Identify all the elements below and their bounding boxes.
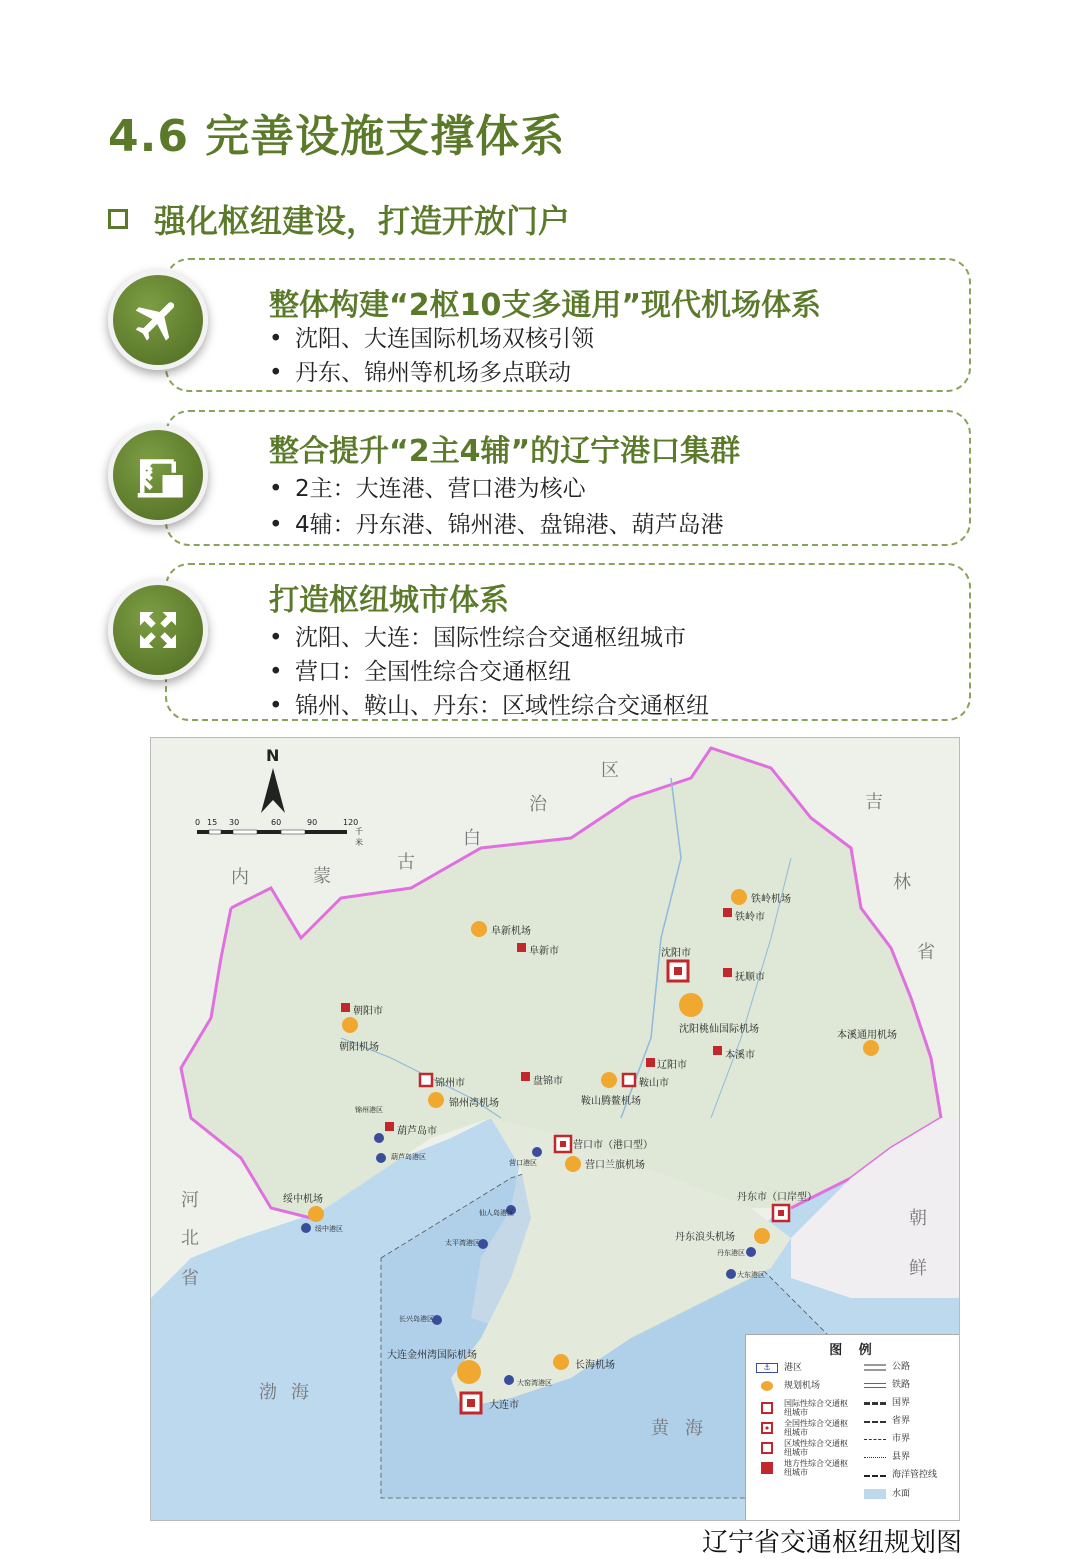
airport-label: 阜新机场 xyxy=(491,926,531,937)
airport-label: 绥中机场 xyxy=(283,1194,323,1205)
bullet-text: 沈阳、大连：国际性综合交通枢纽城市 xyxy=(295,625,686,651)
legend-text: 国际性综合交通枢纽城市 xyxy=(784,1399,848,1417)
legend-item xyxy=(864,1399,910,1408)
port-dadong xyxy=(726,1269,736,1279)
city-tieling xyxy=(723,908,732,917)
card-heading: 整体构建“2枢10支多通用”现代机场体系 xyxy=(269,288,822,323)
bullet-text: 营口：全国性综合交通枢纽 xyxy=(295,659,571,685)
legend-text: 省界 xyxy=(892,1416,911,1426)
card-bullet: • 丹东、锦州等机场多点联动 xyxy=(269,360,571,386)
region-label: 内 xyxy=(231,867,249,888)
legend-item xyxy=(864,1489,910,1499)
hub-dandong xyxy=(773,1205,789,1221)
legend-text: 规划机场 xyxy=(784,1380,821,1391)
region-label: 海 xyxy=(291,1382,309,1403)
city-panjin xyxy=(521,1072,530,1081)
province-boundary-icon xyxy=(864,1421,886,1423)
airport-label: 大连金州湾国际机场 xyxy=(387,1350,477,1361)
region-label: 省 xyxy=(917,942,935,963)
port-label: 绥中港区 xyxy=(315,1225,343,1233)
city-liaoyang xyxy=(646,1058,655,1067)
bullet-text: 4辅：丹东港、锦州港、盘锦港、葫芦岛港 xyxy=(295,512,724,538)
city-benxi xyxy=(713,1046,722,1055)
scale-tick: 30 xyxy=(229,818,240,827)
card-heading: 打造枢纽城市体系 xyxy=(269,583,509,618)
north-arrow-icon xyxy=(261,768,285,813)
region-label: 林 xyxy=(893,872,911,893)
city-label: 盘锦市 xyxy=(533,1076,563,1087)
port-label: 营口港区 xyxy=(509,1159,537,1167)
card-bullet: • 营口：全国性综合交通枢纽 xyxy=(269,659,571,685)
hub-anshan xyxy=(623,1074,635,1086)
city-label: 阜新市 xyxy=(529,946,559,957)
legend-text: 全国性综合交通枢纽城市 xyxy=(784,1419,848,1437)
airport-dandong xyxy=(754,1228,770,1244)
scale-tick: 60 xyxy=(271,818,282,827)
region-label: 黄 xyxy=(651,1418,669,1439)
legend-text: 国界 xyxy=(892,1398,911,1408)
legend-title: 图 例 xyxy=(829,1343,878,1358)
transport-hub-map xyxy=(150,737,960,1521)
port-label: 大窑湾港区 xyxy=(517,1379,552,1387)
card-bullet: • 沈阳、大连国际机场双核引领 xyxy=(269,326,594,352)
compass-label: N xyxy=(266,746,280,765)
airport-changhai xyxy=(553,1354,569,1370)
legend-text: 县界 xyxy=(892,1452,911,1462)
hub-jinzhou-marker xyxy=(420,1074,432,1086)
railway-line-icon xyxy=(864,1383,886,1388)
airport-label: 鞍山腾鳌机场 xyxy=(581,1096,641,1107)
region-label: 治 xyxy=(529,794,547,815)
map-legend xyxy=(745,1334,960,1521)
scale-tick: 120 xyxy=(343,818,359,827)
airport-label: 朝阳机场 xyxy=(339,1042,379,1053)
port-yingkou xyxy=(532,1147,542,1157)
airport-chaoyang xyxy=(342,1017,358,1033)
region-label: 区 xyxy=(601,760,619,781)
hub-dalian xyxy=(461,1393,481,1413)
legend-text: 区域性综合交通枢纽城市 xyxy=(784,1439,848,1457)
scale-unit: 千米 xyxy=(355,827,363,847)
region-label: 省 xyxy=(181,1268,199,1289)
region-label: 白 xyxy=(463,828,481,849)
bullet-text: 锦州、鞍山、丹东：区域性综合交通枢纽 xyxy=(295,693,709,719)
legend-item xyxy=(756,1399,850,1417)
legend-item xyxy=(864,1363,910,1372)
port-dayaowan xyxy=(504,1375,514,1385)
region-label: 朝 xyxy=(909,1208,927,1229)
national-hub-icon xyxy=(761,1422,773,1434)
port-label: 长兴岛港区 xyxy=(399,1315,434,1323)
hub-shenyang xyxy=(668,961,688,981)
port-label: 锦州港区 xyxy=(355,1106,383,1114)
anchor-icon: ⚓ xyxy=(756,1363,778,1373)
legend-text: 地方性综合交通枢纽城市 xyxy=(784,1459,848,1477)
port-label: 太平湾港区 xyxy=(445,1239,480,1247)
legend-item xyxy=(756,1419,850,1437)
airplane-icon xyxy=(108,270,208,370)
airport-yingkou xyxy=(565,1156,581,1172)
region-label: 蒙 xyxy=(313,866,331,887)
legend-item xyxy=(864,1471,937,1480)
card-bullet: • 2主：大连港、营口港为核心 xyxy=(269,476,586,502)
section-subtitle-text: 强化枢纽建设，打造开放门户 xyxy=(154,202,571,240)
airport-label: 铁岭机场 xyxy=(751,894,791,905)
port-huludao xyxy=(376,1153,386,1163)
airport-shenyang xyxy=(679,993,703,1017)
airport-benxi xyxy=(863,1040,879,1056)
bullet-text: 沈阳、大连国际机场双核引领 xyxy=(295,326,594,352)
airport-label: 沈阳桃仙国际机场 xyxy=(679,1024,759,1035)
region-label: 吉 xyxy=(865,792,883,813)
legend-item xyxy=(756,1363,802,1373)
sea-control-line-icon xyxy=(864,1475,886,1477)
card-port-cluster xyxy=(165,410,971,546)
regional-hub-icon xyxy=(761,1442,773,1454)
card-bullet: • 锦州、鞍山、丹东：区域性综合交通枢纽 xyxy=(269,693,709,719)
region-label: 北 xyxy=(181,1228,199,1249)
region-label: 河 xyxy=(181,1190,199,1211)
legend-text: 海洋管控线 xyxy=(892,1470,938,1480)
city-boundary-icon xyxy=(864,1439,886,1440)
city-label: 本溪市 xyxy=(725,1050,755,1061)
legend-item xyxy=(864,1453,910,1462)
card-bullet: • 沈阳、大连：国际性综合交通枢纽城市 xyxy=(269,625,686,651)
legend-text: 港区 xyxy=(784,1362,803,1373)
city-chaoyang xyxy=(341,1003,350,1012)
section-subtitle xyxy=(108,196,570,242)
port-jinzhou xyxy=(374,1133,384,1143)
legend-text: 公路 xyxy=(892,1362,911,1372)
scale-tick: 90 xyxy=(307,818,318,827)
city-label: 鞍山市 xyxy=(639,1078,669,1089)
card-hub-city-system xyxy=(165,563,971,721)
port-label: 葫芦岛港区 xyxy=(391,1153,426,1161)
card-heading: 整合提升“2主4辅”的辽宁港口集群 xyxy=(269,434,741,469)
airport-label: 本溪通用机场 xyxy=(837,1030,897,1041)
port-dandong xyxy=(746,1247,756,1257)
airport-icon xyxy=(761,1381,773,1391)
airport-anshan xyxy=(601,1072,617,1088)
airport-fuxin xyxy=(471,921,487,937)
airport-suizhong xyxy=(308,1206,324,1222)
county-boundary-icon xyxy=(864,1457,886,1458)
scale-labels xyxy=(195,818,365,847)
region-label: 海 xyxy=(685,1418,703,1439)
port-label: 仙人岛港区 xyxy=(479,1209,514,1217)
airport-label: 锦州湾机场 xyxy=(449,1098,499,1109)
highway-line-icon xyxy=(864,1364,886,1371)
city-label: 丹东市（口岸型） xyxy=(737,1192,817,1203)
legend-item xyxy=(864,1381,910,1390)
card-airport-system xyxy=(165,258,971,392)
airport-jinzhou xyxy=(428,1092,444,1108)
map-caption: 辽宁省交通枢纽规划图 xyxy=(701,1528,962,1558)
hub-arrows-icon xyxy=(108,580,208,680)
city-label: 锦州市 xyxy=(435,1078,465,1089)
airport-dalian xyxy=(457,1360,481,1384)
city-label: 辽阳市 xyxy=(657,1060,687,1071)
hub-yingkou xyxy=(555,1136,571,1152)
scale-tick: 0 xyxy=(195,818,201,827)
region-label: 鲜 xyxy=(909,1258,927,1279)
local-hub-icon xyxy=(761,1462,773,1474)
city-huludao xyxy=(385,1122,394,1131)
international-hub-icon xyxy=(761,1402,773,1414)
region-label: 古 xyxy=(397,852,415,873)
airport-label: 丹东浪头机场 xyxy=(675,1232,735,1243)
bullet-text: 2主：大连港、营口港为核心 xyxy=(295,476,586,502)
airport-label: 营口兰旗机场 xyxy=(585,1160,645,1171)
city-label: 铁岭市 xyxy=(735,912,765,923)
bullet-text: 丹东、锦州等机场多点联动 xyxy=(295,360,571,386)
port-label: 大东港区 xyxy=(737,1271,765,1279)
city-fushun xyxy=(723,968,732,977)
legend-item xyxy=(756,1381,820,1391)
checkbox-square-icon xyxy=(108,209,128,229)
city-label: 葫芦岛市 xyxy=(397,1126,437,1137)
water-surface-icon xyxy=(864,1489,886,1499)
airport-tieling xyxy=(731,889,747,905)
city-label: 抚顺市 xyxy=(735,972,765,983)
port-suizhong xyxy=(301,1223,311,1233)
legend-text: 水面 xyxy=(892,1488,911,1499)
city-label: 朝阳市 xyxy=(353,1006,383,1017)
legend-text: 市界 xyxy=(892,1434,911,1444)
city-fuxin xyxy=(517,943,526,952)
city-label: 沈阳市 xyxy=(661,948,691,959)
port-crane-icon xyxy=(108,425,208,525)
legend-text: 铁路 xyxy=(892,1380,911,1390)
legend-item xyxy=(756,1439,850,1457)
airport-label: 长海机场 xyxy=(575,1360,615,1371)
card-bullet: • 4辅：丹东港、锦州港、盘锦港、葫芦岛港 xyxy=(269,512,724,538)
page-title: 4.6 完善设施支撑体系 xyxy=(108,111,566,162)
city-label: 大连市 xyxy=(489,1400,519,1411)
legend-item xyxy=(864,1435,910,1444)
port-label: 丹东港区 xyxy=(717,1249,745,1257)
legend-item xyxy=(756,1459,850,1477)
region-label: 渤 xyxy=(259,1382,277,1403)
city-label: 营口市（港口型） xyxy=(573,1140,653,1151)
scale-tick: 15 xyxy=(207,818,218,827)
legend-item xyxy=(864,1417,910,1426)
national-boundary-icon xyxy=(864,1402,886,1405)
